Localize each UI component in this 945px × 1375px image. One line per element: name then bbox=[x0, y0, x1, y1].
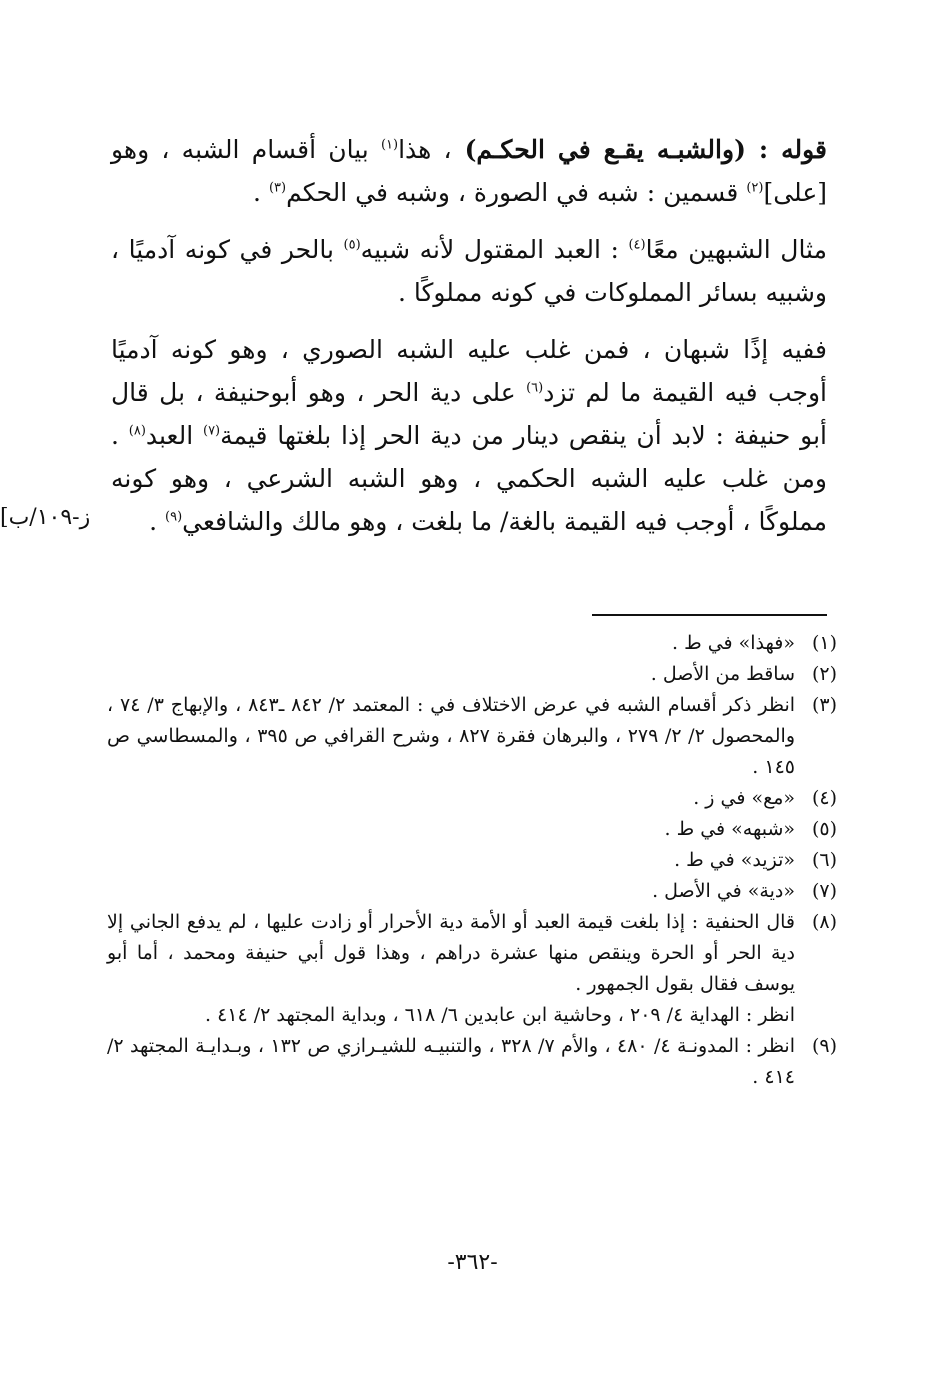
footnote-ref-8: (٨) bbox=[128, 423, 146, 439]
text-run: بيان أقسام الشبه ، وهو [على] bbox=[111, 135, 827, 207]
footnote-number: (٩) bbox=[811, 1035, 837, 1057]
footnote-ref-9: (٩) bbox=[165, 509, 183, 525]
footnote-8-continuation: انظر : الهداية ٤/ ٢٠٩ ، وحاشية ابن عابدين ٦/ ٦١٨ ، وبداية المجتهد ٢/ ٤١٤ . bbox=[204, 1004, 795, 1026]
footnote-ref-2: (٢) bbox=[746, 180, 764, 196]
footnote-text: «شبهه» في ط . bbox=[664, 818, 795, 840]
footnote-number: (٥) bbox=[811, 818, 837, 840]
footnote-number: (٢) bbox=[811, 663, 837, 685]
text-run: ، هذا bbox=[398, 135, 452, 164]
main-text bbox=[111, 128, 827, 543]
footnote-text: «مع» في ز . bbox=[693, 787, 795, 809]
manuscript-margin-reference: ز-١٠٩/ب] bbox=[0, 505, 91, 530]
footnote-ref-1: (١) bbox=[380, 137, 399, 153]
text-run: . bbox=[253, 178, 269, 207]
footnote-text: «دية» في الأصل . bbox=[652, 880, 795, 902]
text-run: على دية الحر ، وهو أبوحنيفة ، بل قال أبو حنيفة : لابد أن ينقص دينار من دية الحر إذا بلغتها قيمة bbox=[111, 378, 827, 450]
footnote-number: (٨) bbox=[811, 911, 837, 933]
text-run: قسمين : شبه في الصورة ، وشبه في الحكم bbox=[286, 178, 747, 207]
footnote-text: ساقط من الأصل . bbox=[650, 663, 795, 685]
footnote-1 bbox=[107, 628, 837, 659]
footnote-text: «تزيد» في ط . bbox=[674, 849, 795, 871]
footnote-ref-6: (٦) bbox=[526, 380, 544, 396]
footnote-9 bbox=[107, 1031, 837, 1093]
footnote-4 bbox=[107, 783, 837, 814]
footnote-separator bbox=[592, 614, 827, 616]
text-run: بالحر في كونه آدميًا ، وشبيه بسائر المملوكات في كونه مملوكًا . bbox=[111, 235, 827, 307]
page-number: -٣٦٢- bbox=[447, 1250, 498, 1275]
footnote-text: انظر ذكر أقسام الشبه في عرض الاختلاف في : المعتمد ٢/ ٨٤٢ ـ٨٤٣ ، والإبهاج ٣/ ٧٤ ، والمحصول ٢/ ٢/ ٢٧٩ ، والبرهان فقرة ٨٢٧ ، وشرح القرافي ص ٣٩٥ ، والمسطاسي ص ١٤٥ . bbox=[107, 694, 796, 778]
text-run: العبد bbox=[145, 421, 203, 450]
footnote-8 bbox=[107, 907, 837, 1000]
footnotes bbox=[107, 628, 837, 1093]
paragraph-1 bbox=[111, 128, 827, 214]
footnote-3 bbox=[107, 690, 837, 783]
footnote-ref-7: (٧) bbox=[202, 423, 221, 439]
footnote-7 bbox=[107, 876, 837, 907]
footnote-number: (٣) bbox=[811, 694, 837, 716]
quoted-phrase: (والشبـه يقـع في الحكـم) bbox=[451, 135, 746, 164]
footnote-ref-3: (٣) bbox=[268, 180, 287, 196]
footnote-text: قال الحنفية : إذا بلغت قيمة العبد أو الأمة دية الأحرار أو زادت عليها ، لم يدفع الجاني إلا دية الحر أو الحرة وينقص منها عشرة دراهم ، وهذا قول أبي حنيفة ومحمد ، أما أبو يوسف فقال بقول الجمهور . bbox=[107, 911, 795, 995]
paragraph-3 bbox=[111, 328, 827, 543]
footnote-text: انظر : المدونـة ٤/ ٤٨٠ ، والأم ٧/ ٣٢٨ ، والتنبيـه للشيـرازي ص ١٣٢ ، وبـدايـة المجتهد ٢/ ٤١٤ . bbox=[107, 1035, 795, 1088]
footnote-number: (٤) bbox=[811, 787, 837, 809]
text-run: ففيه إذًا شبهان ، فمن غلب عليه الشبه الصوري ، وهو كونه آدميًا أوجب فيه القيمة ما لم تزد bbox=[111, 335, 827, 407]
text-run: . bbox=[149, 507, 166, 536]
text-run: : العبد المقتول لأنه شبيه bbox=[360, 235, 629, 264]
footnote-text: «فهذا» في ط . bbox=[672, 632, 795, 654]
footnote-ref-5: (٥) bbox=[343, 237, 361, 253]
paragraph-2 bbox=[111, 228, 827, 314]
footnote-2 bbox=[107, 659, 837, 690]
footnote-number: (١) bbox=[811, 632, 837, 654]
quote-label: قوله : bbox=[745, 135, 827, 164]
text-run: . ومن غلب عليه الشبه الحكمي ، وهو الشبه الشرعي ، وهو كونه مملوكًا ، أوجب فيه القيمة بالغة/ ما بلغت ، وهو مالك والشافعي bbox=[111, 421, 827, 536]
footnote-number: (٦) bbox=[811, 849, 837, 871]
text-run: مثال الشبهين معًا bbox=[645, 235, 827, 264]
footnote-ref-4: (٤) bbox=[628, 237, 646, 253]
footnote-6 bbox=[107, 845, 837, 876]
footnote-number: (٧) bbox=[811, 880, 837, 902]
footnote-5 bbox=[107, 814, 837, 845]
